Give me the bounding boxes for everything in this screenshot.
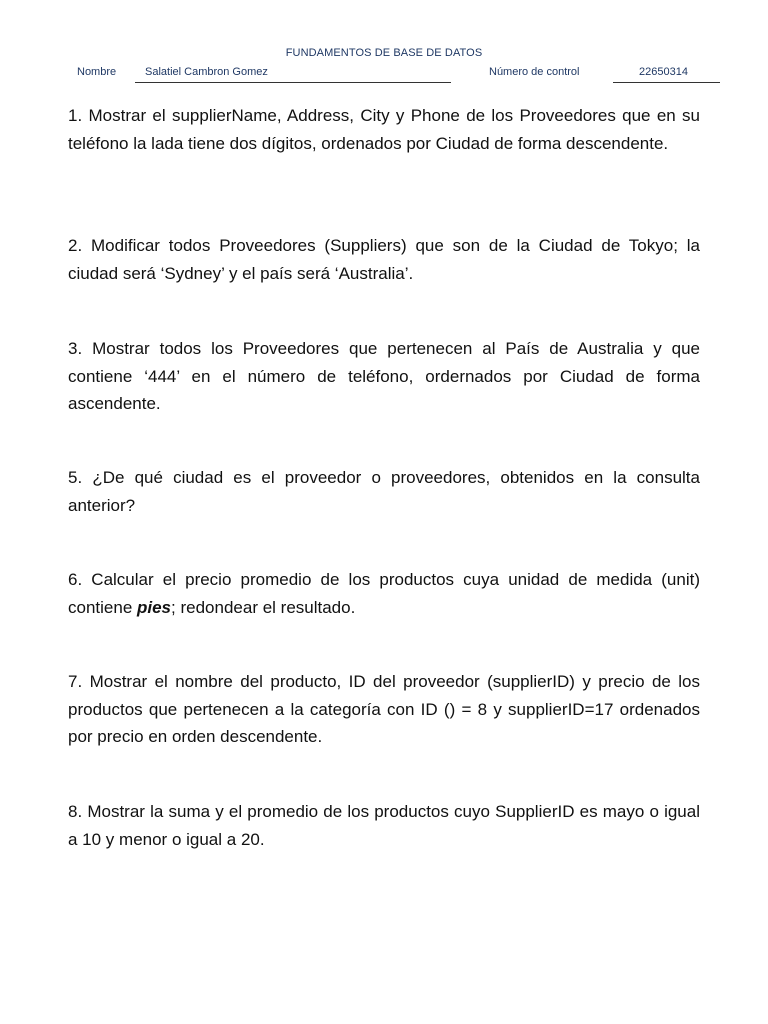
question-3: 3. Mostrar todos los Proveedores que pertenecen al País de Australia y que contiene ‘444’ en el número de teléfono, ordernados por Ciudad de forma ascendente. bbox=[68, 339, 700, 413]
name-value: Salatiel Cambron Gomez bbox=[135, 66, 451, 83]
name-label: Nombre bbox=[77, 66, 117, 78]
control-number-value: 22650314 bbox=[613, 66, 720, 83]
question-5: 5. ¿De qué ciudad es el proveedor o proveedores, obtenidos en la consulta anterior? bbox=[68, 468, 700, 515]
question-6-emphasis: pies bbox=[137, 597, 172, 617]
student-info-row bbox=[0, 66, 768, 86]
question-2: 2. Modificar todos Proveedores (Suppliers) que son de la Ciudad de Tokyo; la ciudad será ‘Sydney’ y el país será ‘Australia’. bbox=[68, 236, 700, 283]
control-number-label: Número de control bbox=[489, 66, 580, 78]
document-title: FUNDAMENTOS DE BASE DE DATOS bbox=[285, 47, 483, 59]
question-7: 7. Mostrar el nombre del producto, ID del proveedor (supplierID) y precio de los productos que pertenecen a la categoría con ID () = 8 y supplierID=17 ordenados por precio en orden descendente. bbox=[68, 672, 700, 746]
question-1: 1. Mostrar el supplierName, Address, City y Phone de los Proveedores que en su teléfono la lada tiene dos dígitos, ordenados por Ciudad de forma descendente. bbox=[68, 106, 700, 153]
question-6-text-before: 6. Calcular el precio promedio de los productos cuya unidad de medida (unit) contiene bbox=[68, 570, 700, 617]
question-6-text-after: ; redondear el resultado. bbox=[171, 597, 356, 617]
question-6 bbox=[68, 566, 700, 621]
question-8: 8. Mostrar la suma y el promedio de los productos cuyo SupplierID es mayo o igual a 10 y menor o igual a 20. bbox=[68, 802, 700, 849]
